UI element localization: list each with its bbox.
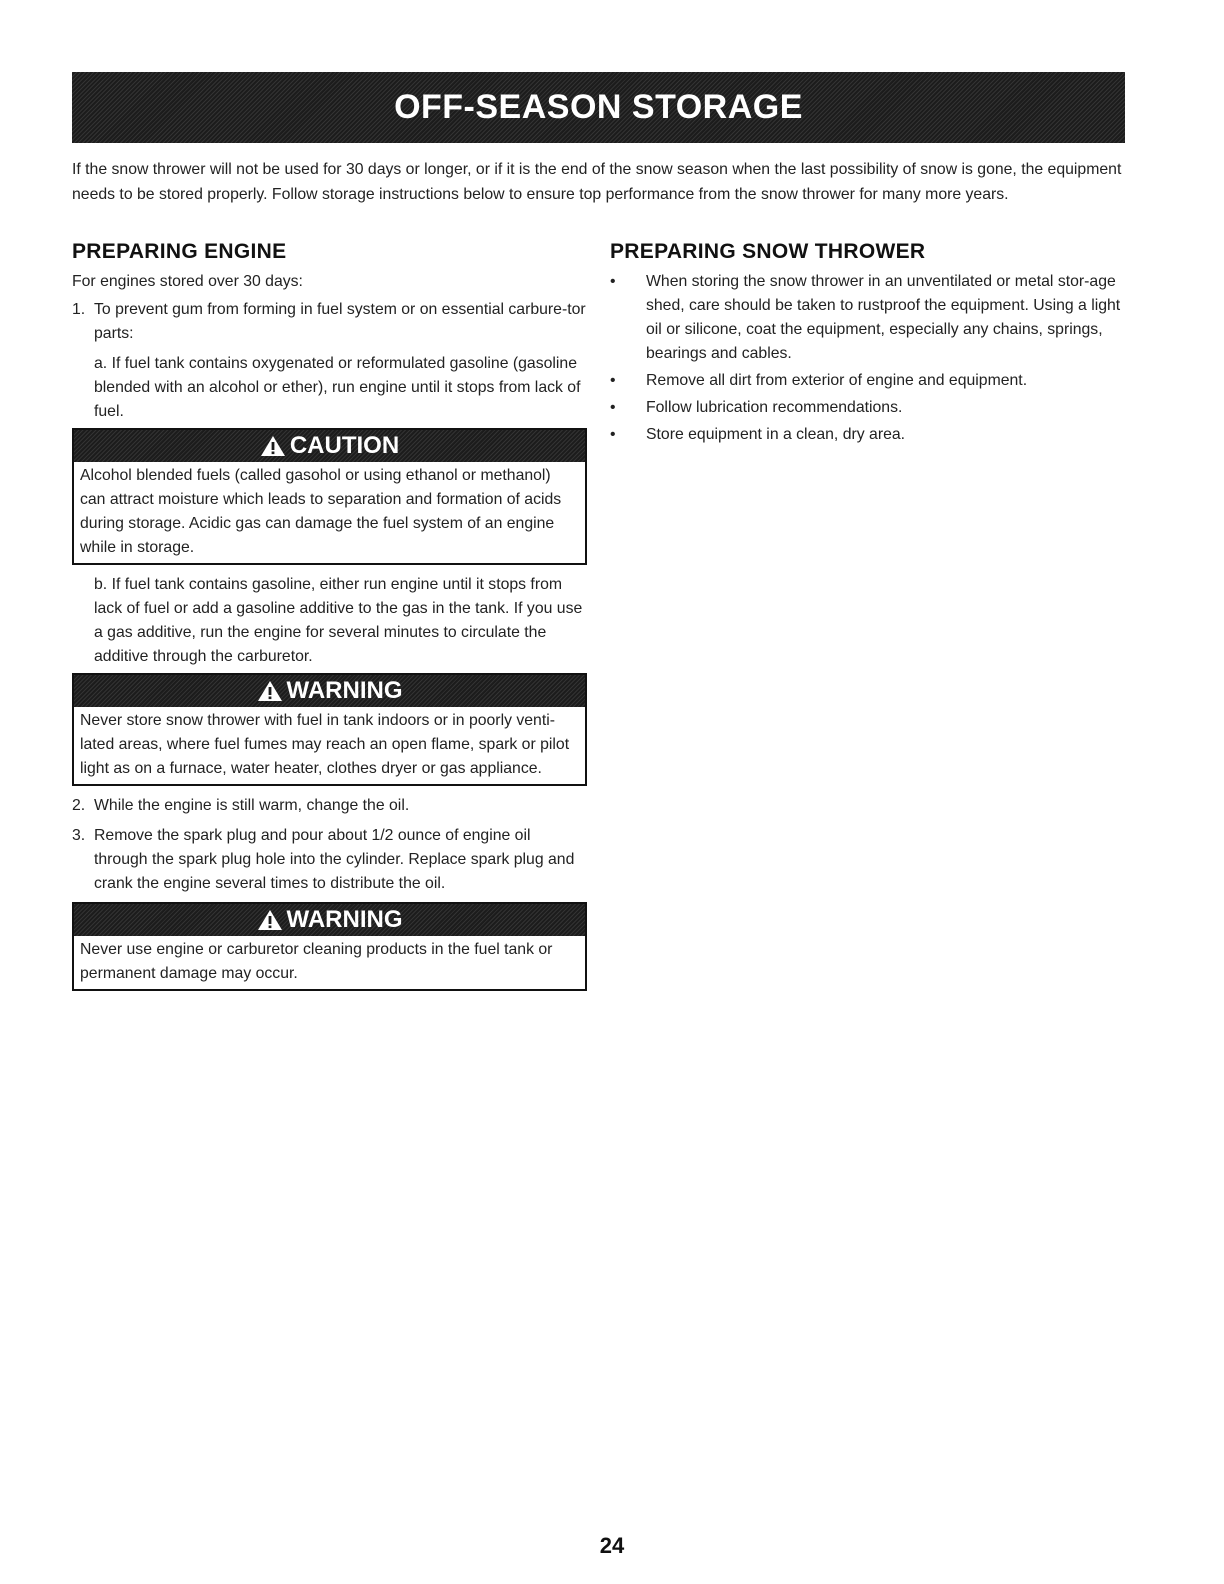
preparing-snow-thrower-section <box>610 240 1130 450</box>
warning-title: WARNING <box>286 906 403 933</box>
list-item-text: Remove all dirt from exterior of engine and equipment. <box>646 372 1028 389</box>
warning-triangle-icon <box>260 435 286 457</box>
caution-text: Alcohol blended fuels (called gasohol or using ethanol or methanol) can attract moisture which leads to separation and formation of acids during storage. Acidic gas can damage the fuel system of an engine while in storage. <box>80 467 562 556</box>
list-item <box>610 270 1130 366</box>
step-1 <box>72 298 587 346</box>
warning-box-cleaning-products <box>72 902 587 991</box>
step-1-text: To prevent gum from forming in fuel system or on essential carbure-tor parts: <box>94 301 586 342</box>
step-3 <box>72 824 587 896</box>
warning-triangle-icon <box>257 909 283 931</box>
engines-lead-text: For engines stored over 30 days: <box>72 273 303 290</box>
list-item-text: When storing the snow thrower in an unventilated or metal stor-age shed, care should be taken to rustproof the equipment. Using a light oil or silicone, coat the equipment, especially any chains, springs, bearings and cables. <box>646 273 1121 362</box>
list-item-text: Follow lubrication recommendations. <box>646 399 903 416</box>
section-banner <box>72 72 1125 143</box>
step-1-number: 1. <box>72 301 86 318</box>
step-1b-text: b. If fuel tank contains gasoline, either run engine until it stops from lack of fuel or add a gasoline additive to the gas in the tank. If you use a gas additive, run the engine for several minutes to circulate the additive through the carburetor. <box>94 576 583 665</box>
bullet-icon: • <box>610 399 616 416</box>
bullet-icon: • <box>610 273 616 290</box>
warning-header <box>74 904 585 936</box>
warning-triangle-icon <box>257 680 283 702</box>
bullet-icon: • <box>610 372 616 389</box>
step-1a-text: a. If fuel tank contains oxygenated or reformulated gasoline (gasoline blended with an alcohol or ether), run engine until it stops from lack of fuel. <box>94 355 581 420</box>
preparing-engine-heading: PREPARING ENGINE <box>72 240 287 263</box>
list-item <box>610 396 1130 420</box>
warning-header <box>74 675 585 707</box>
snow-thrower-bullet-list <box>610 270 1130 447</box>
caution-box <box>72 428 587 565</box>
warning-title: WARNING <box>286 677 403 704</box>
preparing-snow-thrower-heading: PREPARING SNOW THROWER <box>610 240 926 263</box>
step-2-text: While the engine is still warm, change the oil. <box>94 797 410 814</box>
page-number: 24 <box>599 1533 625 1558</box>
caution-title: CAUTION <box>289 432 400 459</box>
preparing-engine-section <box>72 240 587 999</box>
intro-paragraph: If the snow thrower will not be used for 30 days or longer, or if it is the end of the snow season when the last possibility of snow is gone, the equipment needs to be stored properly. Follow storage instructions below to ensure top performance from the snow thrower for many more years. <box>72 161 1122 203</box>
step-2 <box>72 794 587 818</box>
step-3-number: 3. <box>72 827 86 844</box>
warning-text: Never store snow thrower with fuel in tank indoors or in poorly venti-lated areas, where fuel fumes may reach an open flame, spark or pilot light as on a furnace, water heater, clothes dryer or gas appliance. <box>80 712 570 777</box>
list-item <box>610 423 1130 447</box>
step-2-number: 2. <box>72 797 86 814</box>
bullet-icon: • <box>610 426 616 443</box>
caution-header <box>74 430 585 462</box>
warning-text: Never use engine or carburetor cleaning products in the fuel tank or permanent damage may occur. <box>80 941 553 982</box>
page-title: OFF-SEASON STORAGE <box>394 88 803 126</box>
list-item-text: Store equipment in a clean, dry area. <box>646 426 906 443</box>
list-item <box>610 369 1130 393</box>
step-3-text: Remove the spark plug and pour about 1/2 ounce of engine oil through the spark plug hole into the cylinder. Replace spark plug and crank the engine several times to distribute the oil. <box>94 827 575 892</box>
warning-box-fuel-storage <box>72 673 587 786</box>
